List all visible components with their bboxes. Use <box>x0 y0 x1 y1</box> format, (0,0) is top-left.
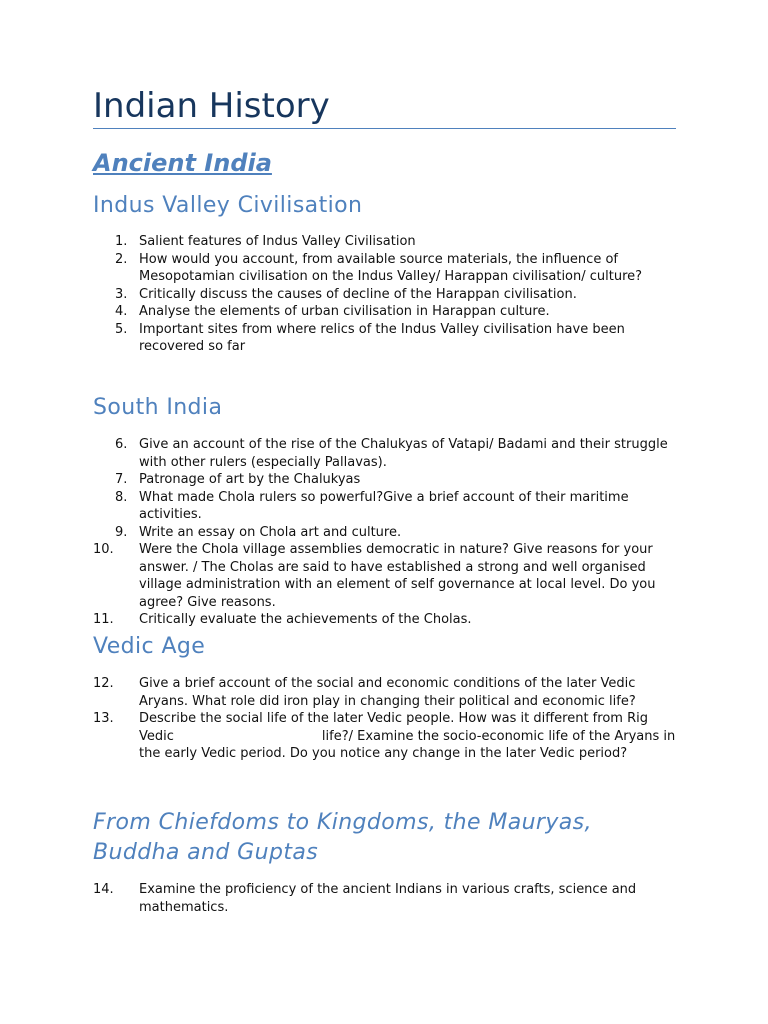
list-item: 5. Important sites from where relics of the Indus Valley civilisation have been recovered so far <box>115 321 625 354</box>
list-item: 10. Were the Chola village assemblies democratic in nature? Give reasons for your answer. / The Cholas are said to have established a strong and well organised village administration with an element of self governance at local level. Do you agree? Give reasons. <box>93 542 656 610</box>
list-item: 4. Analyse the elements of urban civilisation in Harappan culture. <box>115 304 550 319</box>
list-item: 1. Salient features of Indus Valley Civilisation <box>115 234 416 249</box>
chiefdoms-list <box>93 881 676 916</box>
list-item: 14. Examine the proficiency of the ancient Indians in various crafts, science and mathematics. <box>93 882 637 915</box>
section-heading-ancient-india: Ancient India <box>93 149 272 177</box>
vedic-age-list <box>93 675 676 763</box>
document-title: Indian History <box>93 86 330 126</box>
indus-valley-list <box>93 233 676 356</box>
list-item: 2. How would you account, from available source materials, the influence of Mesopotamian civilisation on the Indus Valley/ Harappan civilisation/ culture? <box>115 251 643 284</box>
list-item: 7. Patronage of art by the Chalukyas <box>115 472 361 487</box>
subsection-heading-south-india: South India <box>93 395 223 420</box>
subsection-heading-chiefdoms: From Chiefdoms to Kingdoms, the Mauryas, Buddha and Guptas <box>93 810 592 865</box>
list-item: 3. Critically discuss the causes of decline of the Harappan civilisation. <box>115 286 577 302</box>
list-item: 8. What made Chola rulers so powerful?Give a brief account of their maritime activities. <box>115 489 629 522</box>
subsection-heading-vedic-age: Vedic Age <box>93 634 206 659</box>
subsection-heading-indus-valley: Indus Valley Civilisation <box>93 193 363 218</box>
title-underline <box>93 128 676 129</box>
list-item: 9. Write an essay on Chola art and culture. <box>115 524 402 540</box>
south-india-list <box>93 436 676 629</box>
list-item: 13. Describe the social life of the later Vedic people. How was it different from Rig Vedic life?/ Examine the socio-economic life of the Aryans in the early Vedic period. Do you notice any change in the later Vedic period? <box>93 711 676 761</box>
list-item: 11. Critically evaluate the achievements of the Cholas. <box>93 612 472 627</box>
list-item: 6. Give an account of the rise of the Chalukyas of Vatapi/ Badami and their struggle with other rulers (especially Pallavas). <box>115 437 668 470</box>
list-item: 12. Give a brief account of the social and economic conditions of the later Vedic Aryans. What role did iron play in changing their political and economic life? <box>93 676 636 709</box>
